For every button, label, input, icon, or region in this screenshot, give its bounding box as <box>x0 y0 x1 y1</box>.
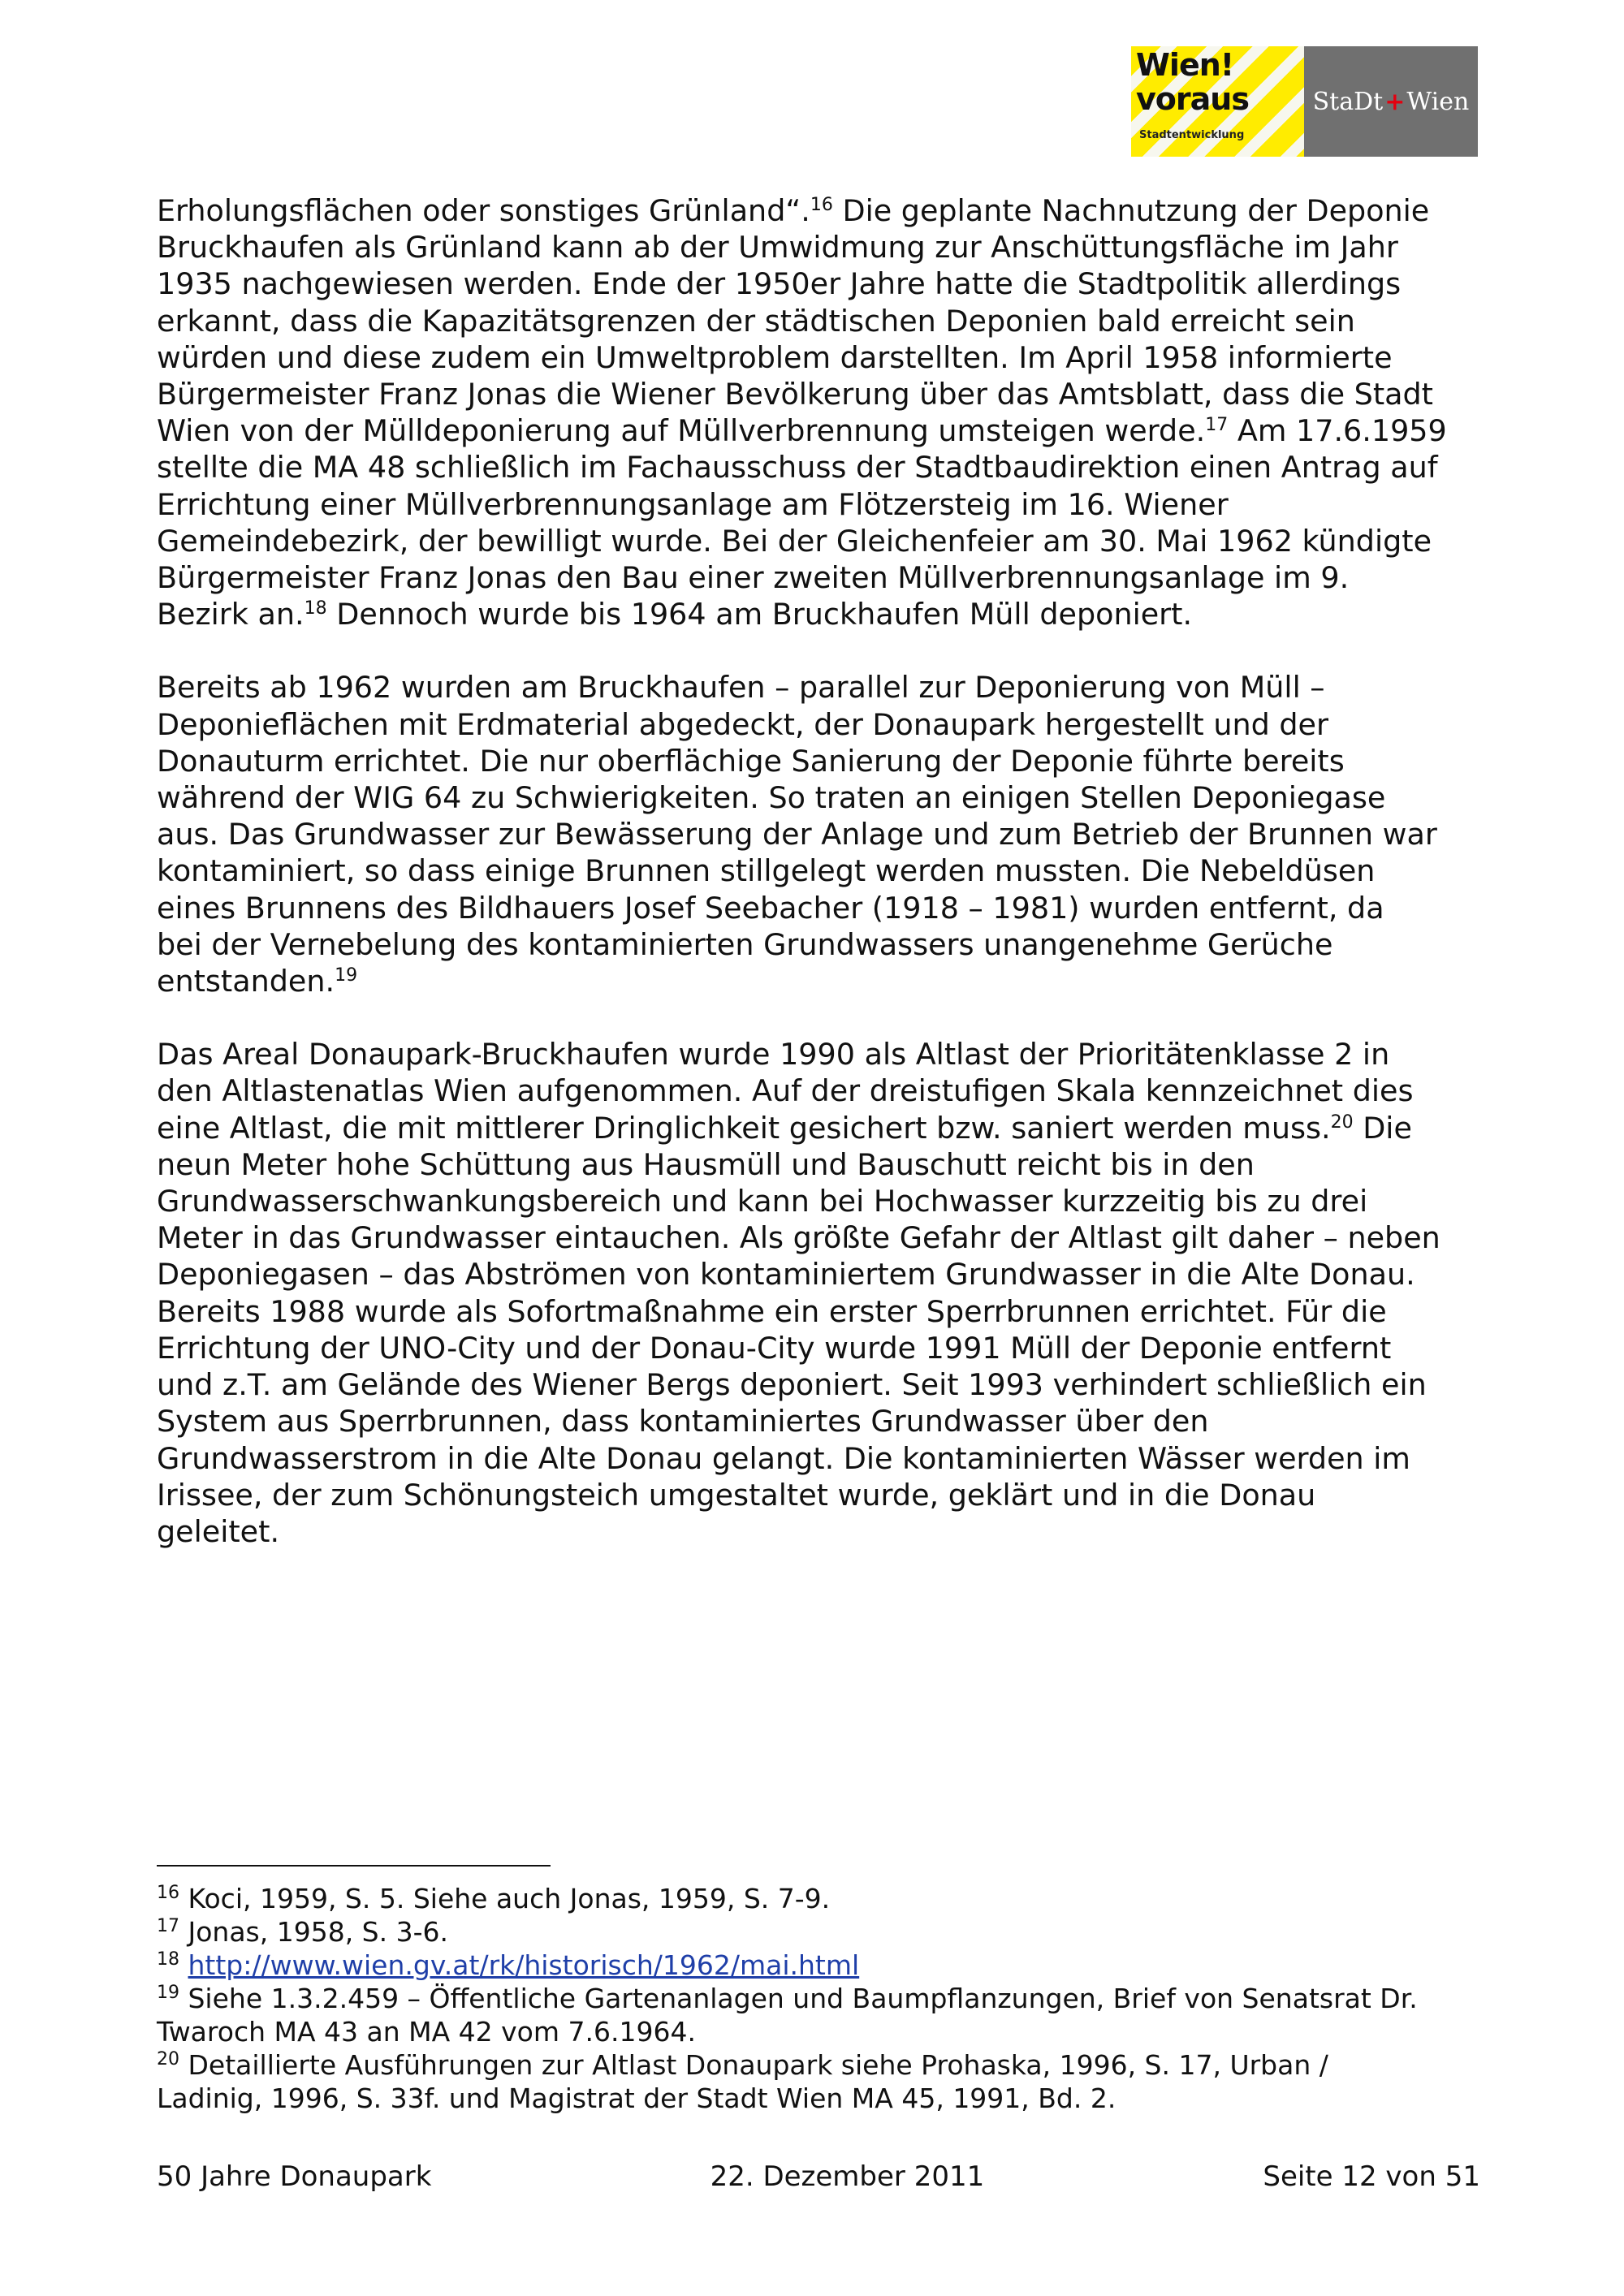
paragraph-text: Dennoch wurde bis 1964 am Bruckhaufen Müll deponiert. <box>326 597 1193 632</box>
footnote <box>157 2048 1488 2115</box>
footer-page-number: Seite 12 von 51 <box>1263 2160 1480 2193</box>
paragraph-text: Die neun Meter hohe Schüttung aus Hausmüll und Bauschutt reicht bis in den Grundwasserschwankungsbereich und kann bei Hochwasser kurzzeitig bis zu drei Meter in das Grundwasser eintauchen. Als größte Gefahr der Altlast gilt daher – neben Deponiegasen – das Abströmen von kontaminiertem Grundwasser in die Alte Donau. Bereits 1988 wurde als Sofortmaßnahme ein erster Sperrbrunnen errichtet. Für die Errichtung der UNO-City und der Donau-City wurde 1991 Müll der Deponie entfernt und z.T. am Gelände des Wiener Bergs deponiert. Seit 1993 verhindert schließlich ein System aus Sperrbrunnen, dass kontaminiertes Grundwasser über den Grundwasserstrom in die Alte Donau gelangt. Die kontaminierten Wässer werden im Irissee, der zum Schönungsteich umgestaltet wurde, geklärt und in die Donau geleitet. <box>157 1110 1440 1549</box>
page-footer <box>157 2160 1480 2193</box>
logo-stadt-right: Wien <box>1406 87 1470 116</box>
footnote <box>157 1882 1488 1915</box>
footnote-reference: 18 <box>304 598 327 619</box>
footnote <box>157 1915 1488 1949</box>
footnote-reference: 17 <box>1205 415 1229 436</box>
footnote <box>157 1949 1488 1982</box>
footnote-divider <box>157 1865 551 1867</box>
paragraph <box>157 669 1480 999</box>
footnote-number: 18 <box>157 1949 179 1970</box>
logo-stadt-cross: + <box>1384 87 1406 116</box>
footnote-reference: 19 <box>335 965 358 986</box>
paragraph <box>157 192 1480 632</box>
footnote-text: Detaillierte Ausführungen zur Altlast Donaupark siehe Prohaska, 1996, S. 17, Urban / Ladinig, 1996, S. 33f. und Magistrat der Stadt Wien MA 45, 1991, Bd. 2. <box>157 2049 1328 2114</box>
paragraph-text: Am 17.6.1959 stellte die MA 48 schließlich im Fachausschuss der Stadtbaudirektion einen Antrag auf Errichtung einer Müllverbrennungsanlage am Flötzersteig im 16. Wiener Gemeindebezirk, der bewilligt wurde. Bei der Gleichenfeier am 30. Mai 1962 kündigte Bürgermeister Franz Jonas den Bau einer zweiten Müllverbrennungsanlage im 9. Bezirk an. <box>157 413 1447 632</box>
paragraph-text: Erholungsflächen oder sonstiges Grünland“. <box>157 193 810 228</box>
logo-wien-subtitle: Stadtentwicklung <box>1139 129 1245 141</box>
paragraph-text: Die geplante Nachnutzung der Deponie Bruckhaufen als Grünland kann ab der Umwidmung zur Anschüttungsfläche im Jahr 1935 nachgewiesen werden. Ende der 1950er Jahre hatte die Stadtpolitik allerdings erkannt, dass die Kapazitätsgrenzen der städtischen Deponien bald erreicht sein würden und diese zudem ein Umweltproblem darstellten. Im April 1958 informierte Bürgermeister Franz Jonas die Wiener Bevölkerung über das Amtsblatt, dass die Stadt Wien von der Mülldeponierung auf Müllverbrennung umsteigen werde. <box>157 193 1433 449</box>
paragraph-text: Bereits ab 1962 wurden am Bruckhaufen – parallel zur Deponierung von Müll – Deponieflächen mit Erdmaterial abgedeckt, der Donaupark hergestellt und der Donauturm errichtet. Die nur oberflächige Sanierung der Deponie führte bereits während der WIG 64 zu Schwierigkeiten. So traten an einigen Stellen Deponiegase aus. Das Grundwasser zur Bewässerung der Anlage und zum Betrieb der Brunnen war kontaminiert, so dass einige Brunnen stillgelegt werden mussten. Die Nebeldüsen eines Brunnens des Bildhauers Josef Seebacher (1918 – 1981) wurden entfernt, da bei der Vernebelung des kontaminierten Grundwassers unangenehme Gerüche entstanden. <box>157 670 1437 999</box>
footnote-reference: 16 <box>810 194 833 215</box>
stadt-wien-logo <box>1304 46 1478 157</box>
footnote-number: 20 <box>157 2049 179 2069</box>
footnotes <box>157 1882 1488 2115</box>
footnote-number: 19 <box>157 1983 179 2003</box>
paragraph-text: Das Areal Donaupark-Bruckhaufen wurde 1990 als Altlast der Prioritätenklasse 2 in den Altlastenatlas Wien aufgenommen. Auf der dreistufigen Skala kennzeichnet dies eine Altlast, die mit mittlerer Dringlichkeit gesichert bzw. saniert werden muss. <box>157 1037 1414 1146</box>
footer-date: 22. Dezember 2011 <box>710 2160 985 2193</box>
wien-voraus-logo <box>1131 46 1304 157</box>
paragraph <box>157 1036 1480 1550</box>
footnote-number: 17 <box>157 1916 179 1936</box>
footnote-text: Siehe 1.3.2.459 – Öffentliche Gartenanlagen und Baumpflanzungen, Brief von Senatsrat Dr. Twaroch MA 43 an MA 42 vom 7.6.1964. <box>157 1983 1418 2048</box>
logo-stadt-left: StaDt <box>1312 87 1384 116</box>
footer-document-title: 50 Jahre Donaupark <box>157 2160 432 2193</box>
logo-wien-line2: voraus <box>1136 81 1249 117</box>
footnote-reference: 20 <box>1330 1111 1354 1133</box>
footnote-number: 16 <box>157 1883 179 1903</box>
footnote-text: Jonas, 1958, S. 3-6. <box>179 1916 448 1948</box>
logo-wien-line1: Wien! <box>1136 47 1234 83</box>
footnote-text: Koci, 1959, S. 5. Siehe auch Jonas, 1959, S. 7-9. <box>179 1883 831 1914</box>
body-text <box>157 192 1480 1586</box>
footnote <box>157 1982 1488 2048</box>
header-logos <box>1131 46 1478 157</box>
footnote-link[interactable]: http://www.wien.gv.at/rk/historisch/1962/mai.html <box>188 1949 860 1981</box>
